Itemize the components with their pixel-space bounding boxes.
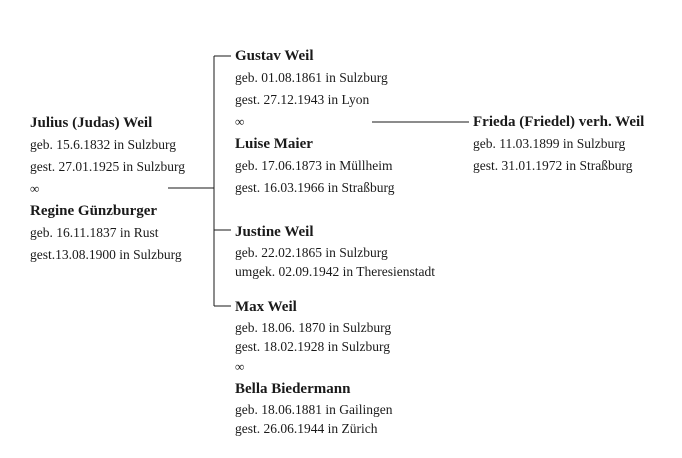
parents-marriage-symbol: ∞ — [30, 181, 40, 196]
grandchild-frieda-block — [473, 111, 644, 177]
child-name: Max Weil — [235, 299, 297, 315]
child-death: umgek. 02.09.1942 in Theresienstadt — [235, 264, 435, 279]
spouse-death: gest. 16.03.1966 in Straßburg — [235, 180, 395, 195]
spouse-name: Luise Maier — [235, 136, 313, 152]
child-marriage-symbol: ∞ — [235, 114, 245, 129]
spouse-birth: geb. 18.06.1881 in Gailingen — [235, 402, 393, 417]
child-name: Justine Weil — [235, 224, 314, 240]
parents-block — [30, 112, 185, 266]
child-birth: geb. 18.06. 1870 in Sulzburg — [235, 320, 392, 335]
child-max-block — [235, 296, 392, 438]
child-name: Gustav Weil — [235, 48, 314, 64]
grandchild-name — [473, 111, 644, 133]
mother-death: gest.13.08.1900 in Sulzburg — [30, 247, 182, 262]
grandchild-death: gest. 31.01.1972 in Straßburg — [473, 158, 633, 173]
father-name: Julius (Judas) Weil — [30, 115, 153, 131]
child-birth: geb. 22.02.1865 in Sulzburg — [235, 245, 388, 260]
grandchild-married-name: verh. Weil — [575, 114, 645, 130]
grandchild-given-name: Frieda (Friedel) — [473, 114, 576, 130]
spouse-birth: geb. 17.06.1873 in Müllheim — [235, 158, 393, 173]
child-marriage-symbol: ∞ — [235, 359, 245, 374]
mother-name: Regine Günzburger — [30, 203, 158, 219]
mother-birth: geb. 16.11.1837 in Rust — [30, 225, 159, 240]
child-gustav-block — [235, 45, 395, 199]
spouse-name: Bella Biedermann — [235, 381, 351, 397]
child-birth: geb. 01.08.1861 in Sulzburg — [235, 70, 388, 85]
child-justine-block — [235, 221, 435, 281]
child-death: gest. 18.02.1928 in Sulzburg — [235, 339, 390, 354]
father-death: gest. 27.01.1925 in Sulzburg — [30, 159, 185, 174]
grandchild-birth: geb. 11.03.1899 in Sulzburg — [473, 136, 626, 151]
father-birth: geb. 15.6.1832 in Sulzburg — [30, 137, 176, 152]
child-death: gest. 27.12.1943 in Lyon — [235, 92, 370, 107]
spouse-death: gest. 26.06.1944 in Zürich — [235, 421, 378, 436]
